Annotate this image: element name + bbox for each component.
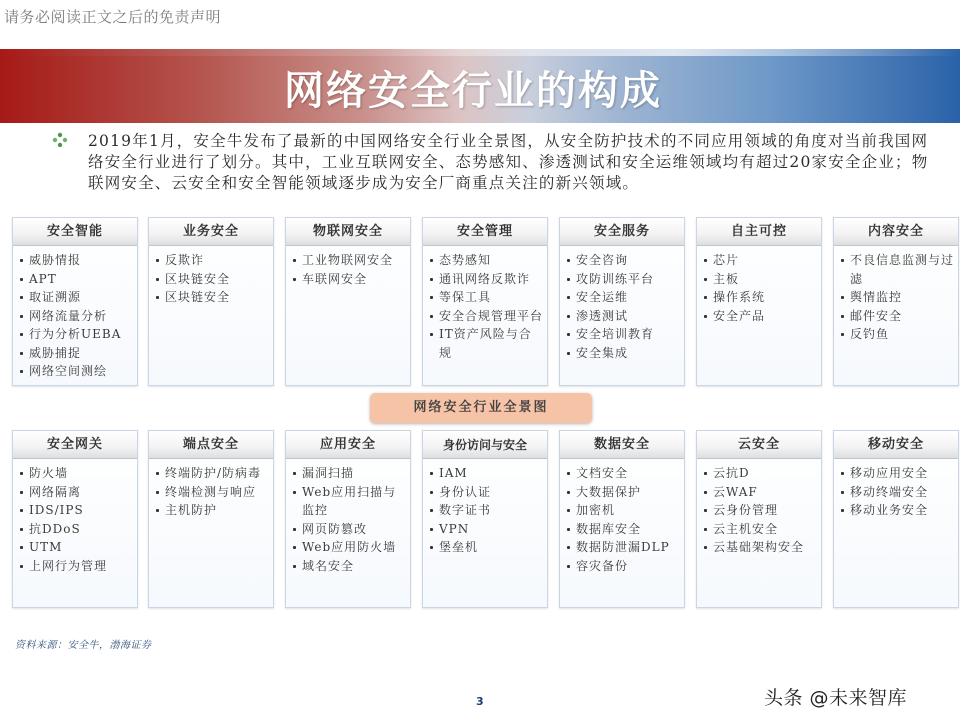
list-item: 云主机安全 [703,520,817,539]
card-title: 安全管理 [423,218,547,246]
list-item: 安全运维 [566,288,680,307]
list-item: 云抗D [703,464,817,483]
list-item: 容灾备份 [566,557,680,576]
list-item: 通讯网络反欺诈 [429,270,543,289]
list-item: 文档安全 [566,464,680,483]
list-item: 抗DDoS [19,520,133,539]
card-list [286,246,410,288]
category-card-content-security [833,217,959,386]
card-list [423,459,547,557]
list-item: 车联网安全 [292,270,406,289]
category-card-security-services [559,217,685,386]
card-title: 身份访问与安全 [423,431,547,459]
list-item: 域名安全 [292,557,406,576]
card-list [697,246,821,325]
category-card-identity-access [422,430,548,608]
card-title: 业务安全 [149,218,273,246]
list-item: 漏洞扫描 [292,464,406,483]
list-item: 主板 [703,270,817,289]
watermark: 头条 @未来智库 [764,687,908,709]
category-card-security-gateway [12,430,138,608]
title-band [0,49,960,123]
list-item: 网络空间测绘 [19,362,133,381]
list-item: 安全合规管理平台 [429,307,543,326]
list-item: 威胁情报 [19,251,133,270]
card-title: 端点安全 [149,431,273,459]
list-item: 身份认证 [429,483,543,502]
list-item: 数据库安全 [566,520,680,539]
category-card-business-security [148,217,274,386]
card-list [560,246,684,362]
list-item: 威胁捕捉 [19,344,133,363]
intro-paragraph [52,131,942,194]
list-item: 堡垒机 [429,538,543,557]
list-item: 攻防训练平台 [566,270,680,289]
card-list [560,459,684,575]
list-item: 等保工具 [429,288,543,307]
category-card-endpoint-security [148,430,274,608]
card-list [697,459,821,557]
list-item: IT资产风险与合规 [429,325,543,362]
title-band-sheen [0,49,960,56]
card-title: 应用安全 [286,431,410,459]
card-title: 自主可控 [697,218,821,246]
list-item: APT [19,270,133,289]
diamond-bullet-icon [52,132,68,148]
list-item: 区块链安全 [155,288,269,307]
card-list [149,246,273,307]
list-item: 移动终端安全 [840,483,954,502]
list-item: 云WAF [703,483,817,502]
list-item: 反欺诈 [155,251,269,270]
category-card-security-intelligence [12,217,138,386]
category-card-data-security [559,430,685,608]
list-item: 防火墙 [19,464,133,483]
list-item: 网页防篡改 [292,520,406,539]
list-item: 移动应用安全 [840,464,954,483]
list-item: UTM [19,538,133,557]
category-card-application-security [285,430,411,608]
page-title: 网络安全行业的构成 [284,68,662,114]
list-item: VPN [429,520,543,539]
list-item: 加密机 [566,501,680,520]
source-note: 资料来源：安全牛，渤海证券 [15,640,152,651]
list-item: 终端防护/防病毒 [155,464,269,483]
list-item: 上网行为管理 [19,557,133,576]
card-list [423,246,547,362]
list-item: 区块链安全 [155,270,269,289]
category-card-cloud-security [696,430,822,608]
list-item: Web应用防火墙 [292,538,406,557]
intro-text: 2019年1月，安全牛发布了最新的中国网络安全行业全景图，从安全防护技术的不同应用领域的角度对当前我国网络安全行业进行了划分。其中，工业互联网安全、态势感知、渗透测试和安全运维领域均有超过20家安全企业；物联网安全、云安全和安全智能领域逐步成为安全厂商重点关注的新兴领域。 [88,132,929,192]
list-item: 行为分析UEBA [19,325,133,344]
card-title: 安全智能 [13,218,137,246]
list-item: 安全咨询 [566,251,680,270]
list-item: 舆情监控 [840,288,954,307]
list-item: 大数据保护 [566,483,680,502]
list-item: 主机防护 [155,501,269,520]
list-item: 云身份管理 [703,501,817,520]
card-title: 物联网安全 [286,218,410,246]
card-list [149,459,273,520]
list-item: 云基础架构安全 [703,538,817,557]
list-item: 网络隔离 [19,483,133,502]
category-card-security-management [422,217,548,386]
card-list [286,459,410,575]
list-item: Web应用扫描与监控 [292,483,406,520]
list-item: 安全集成 [566,344,680,363]
card-title: 安全服务 [560,218,684,246]
list-item: 芯片 [703,251,817,270]
list-item: 态势感知 [429,251,543,270]
center-label: 网络安全行业全景图 [370,393,592,423]
card-title: 内容安全 [834,218,958,246]
list-item: 操作系统 [703,288,817,307]
card-title: 数据安全 [560,431,684,459]
card-title: 安全网关 [13,431,137,459]
list-item: 数字证书 [429,501,543,520]
list-item: IDS/IPS [19,501,133,520]
list-item: 安全产品 [703,307,817,326]
list-item: 数据防泄漏DLP [566,538,680,557]
list-item: 安全培训教育 [566,325,680,344]
category-card-iot-security [285,217,411,386]
list-item: 反钓鱼 [840,325,954,344]
disclaimer: 请务必阅读正文之后的免责声明 [4,8,222,26]
list-item: 终端检测与响应 [155,483,269,502]
list-item: 渗透测试 [566,307,680,326]
card-list [13,459,137,575]
card-list [13,246,137,381]
list-item: 不良信息监测与过滤 [840,251,954,288]
list-item: 工业物联网安全 [292,251,406,270]
category-card-mobile-security [833,430,959,608]
list-item: IAM [429,464,543,483]
list-item: 取证溯源 [19,288,133,307]
page-number: 3 [476,695,484,708]
category-card-autonomous-control [696,217,822,386]
card-title: 移动安全 [834,431,958,459]
list-item: 网络流量分析 [19,307,133,326]
card-list [834,459,958,520]
list-item: 邮件安全 [840,307,954,326]
card-list [834,246,958,344]
card-title: 云安全 [697,431,821,459]
list-item: 移动业务安全 [840,501,954,520]
